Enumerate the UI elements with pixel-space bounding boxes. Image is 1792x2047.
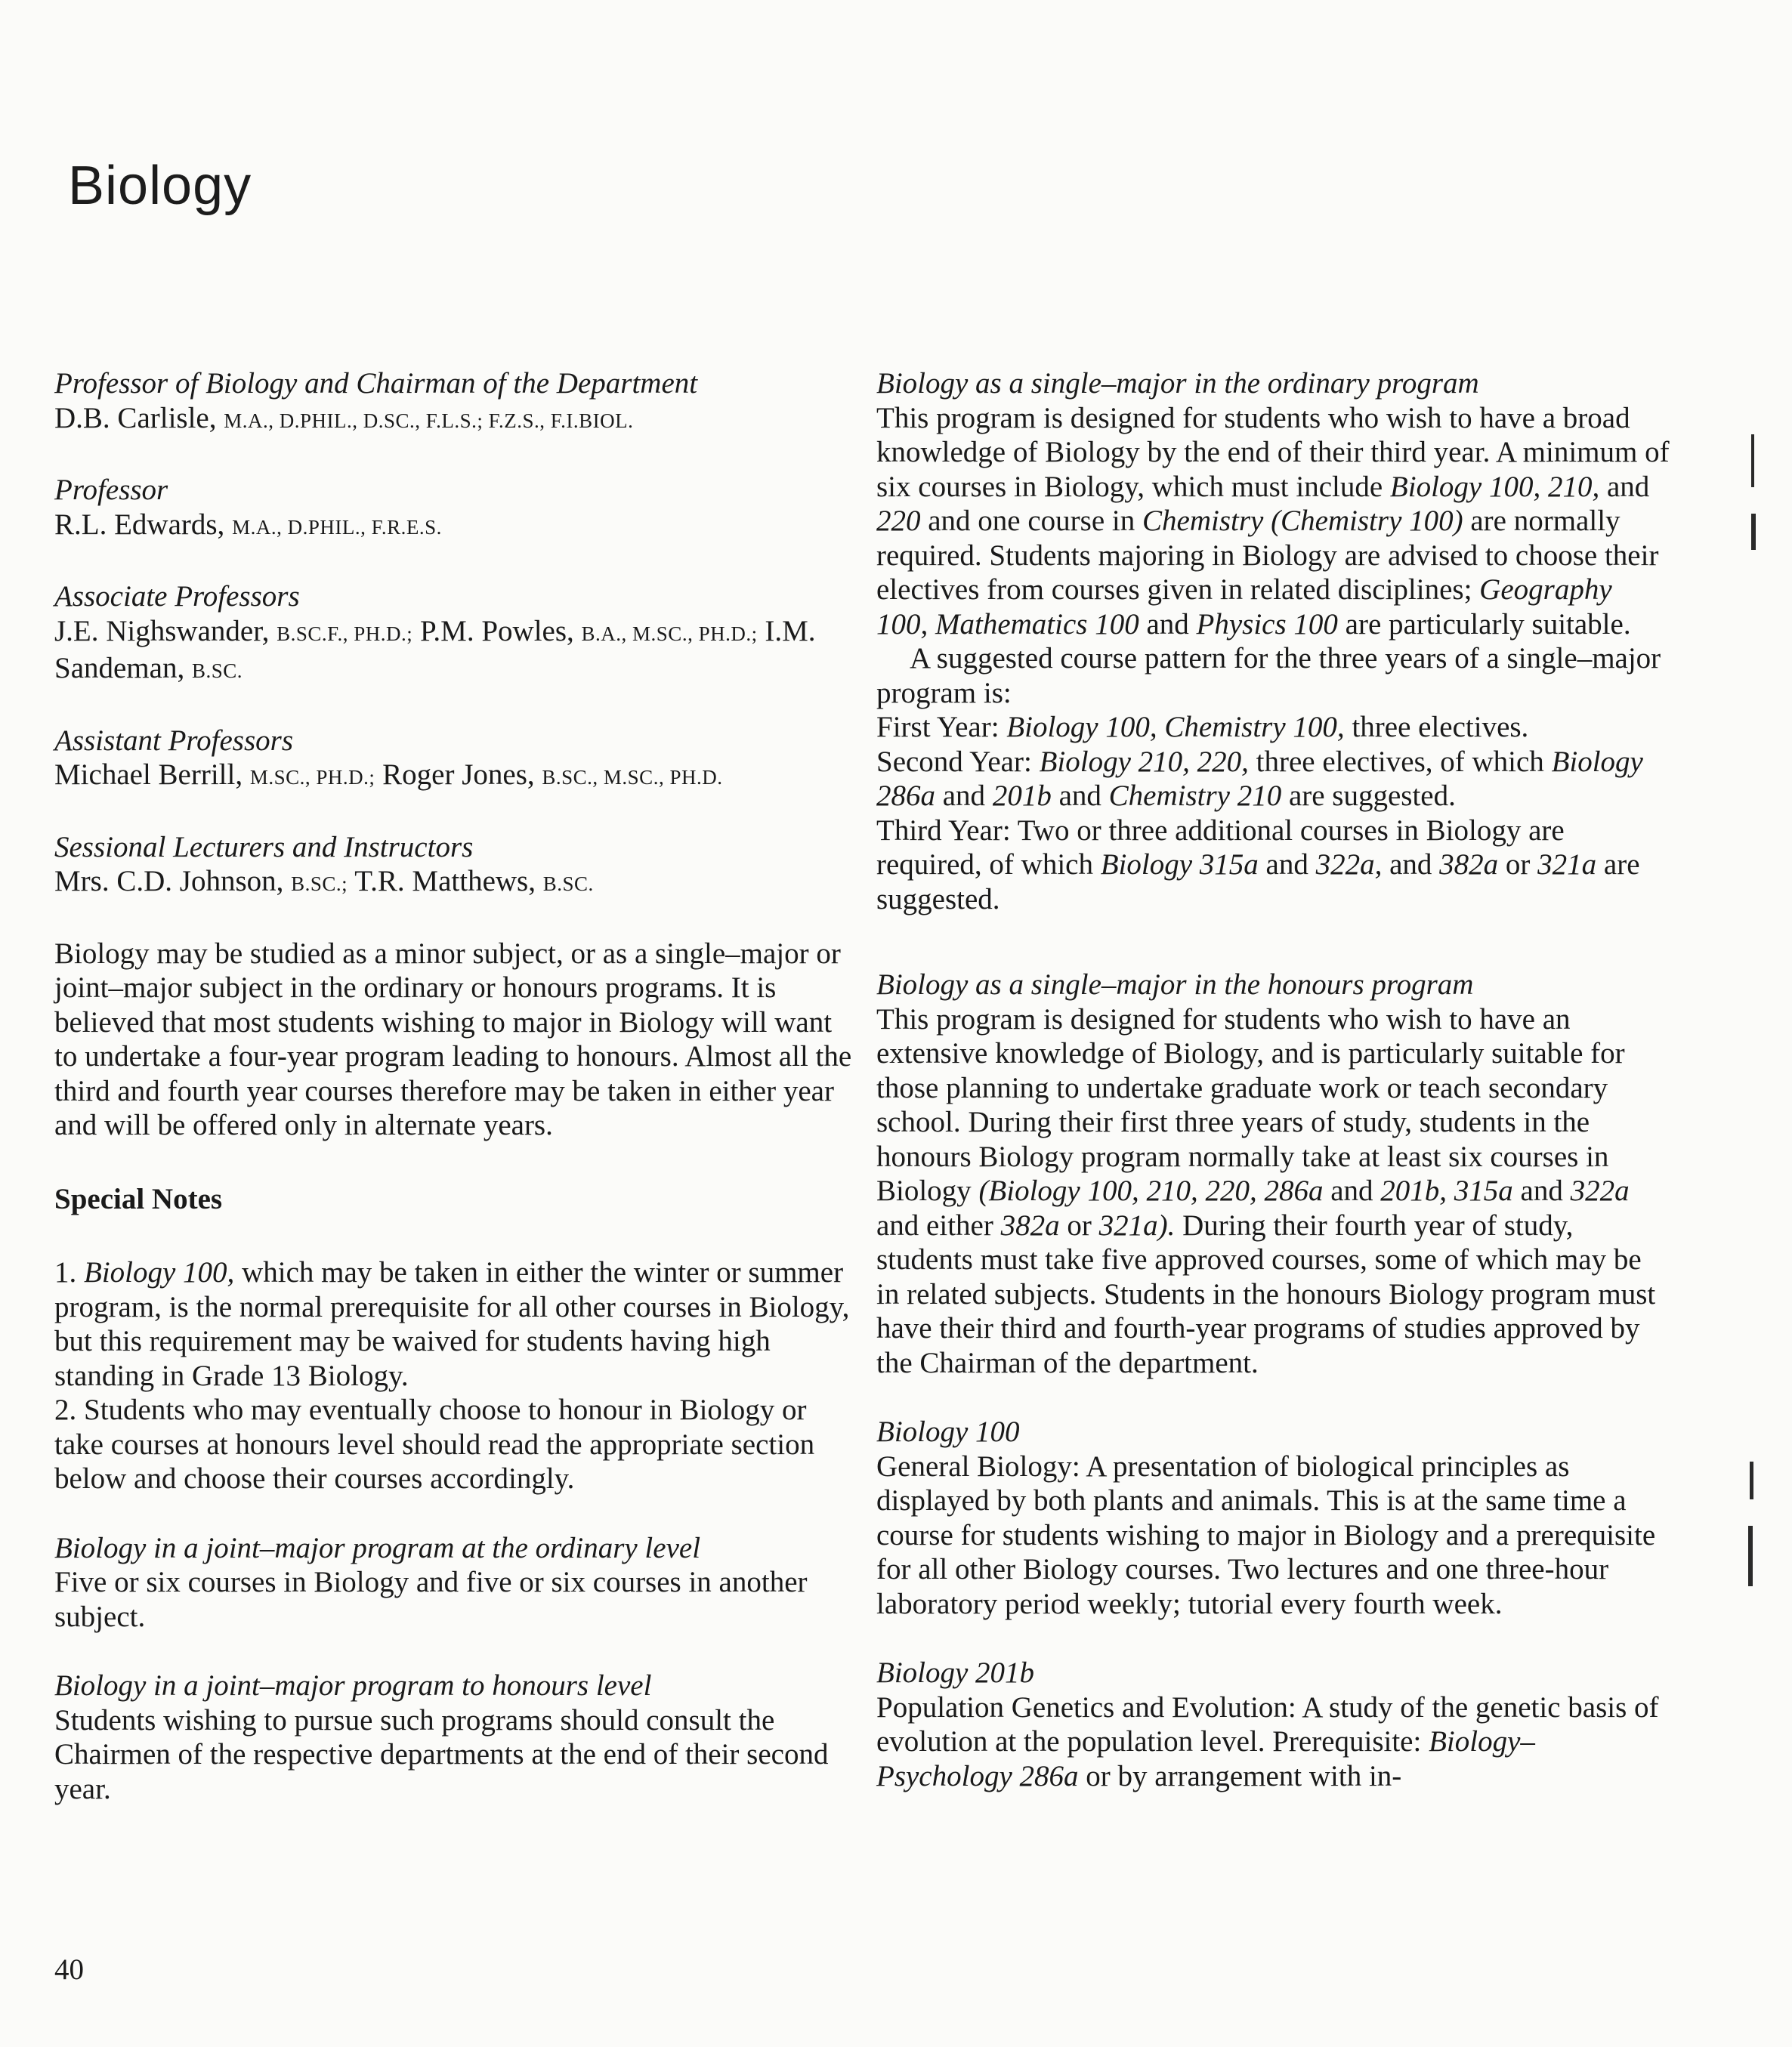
single-ordinary-section [876,366,1670,916]
faculty-role: Professor [54,474,168,506]
faculty-role: Professor of Biology and Chairman of the Department [54,367,698,400]
text-run: and [935,780,993,812]
faculty-name: J.E. Nighswander, [54,614,270,647]
scan-artifact-mark [1751,514,1756,550]
faculty-name: I.M. Sandeman, [54,614,816,684]
faculty-credentials: M.A., D.PHIL., F.R.E.S. [232,515,442,539]
special-notes-heading: Special Notes [54,1182,223,1215]
text-run: or by arrangement with in- [1078,1759,1402,1792]
faculty-role: Assistant Professors [54,724,294,757]
note-number: 1. [54,1256,77,1289]
text-run: Second Year: [876,745,1040,778]
faculty-name: Michael Berrill, [54,758,243,791]
text-run: or [1498,848,1538,881]
course-reference: 321a [1537,848,1597,881]
biology-201b-section [876,1656,1670,1793]
course-reference: 220 [876,505,921,537]
faculty-people [54,508,855,545]
first-year-pattern [876,710,1670,745]
text-run: are suggested. [876,848,1640,915]
text-run: three electives, of which [1248,745,1552,778]
faculty-name: Mrs. C.D. Johnson, [54,865,284,897]
course-reference: Biology 100, 210, [1389,470,1600,503]
text-run: are suggested. [1281,780,1456,812]
faculty-credentials: B.SC. [542,872,594,895]
faculty-name: R.L. Edwards, [54,508,225,541]
left-column [54,366,855,1806]
right-column [876,366,1670,1793]
faculty-role: Sessional Lecturers and Instructors [54,830,474,863]
text-run: During their fourth year of study, students must take five approved courses, some of which may be in related subjects. Students in the honours Biology program must have their third and fourth-year programs of studies approved by the Chairman of the department. [876,1209,1656,1379]
text-run: and [1258,848,1316,881]
course-reference: 322a [1570,1175,1630,1207]
course-pattern-intro: A suggested course pattern for the three years of a single–major program is: [876,642,1661,709]
faculty-credentials: B.A., M.SC., PH.D.; [581,622,758,645]
section-heading: Biology in a joint–major program to honours level [54,1669,652,1702]
text-run: and [1382,848,1440,881]
course-reference: Biology 100, Chemistry 100, [1006,711,1345,743]
faculty-name: D.B. Carlisle, [54,401,217,434]
text-run: and [1139,607,1197,641]
single-honours-section [876,968,1670,1380]
text-run: are normally required. Students majoring in Biology are advised to choose their electives from courses given in related disciplines; [876,505,1659,606]
faculty-credentials: B.SC.; [291,872,348,895]
course-reference: Geography 100, Mathematics 100 [876,573,1612,641]
special-note-1 [54,1255,855,1393]
intro-paragraph: Biology may be studied as a minor subject, or as a single–major or joint–major subject in the ordinary or honours programs. It is believed that most students wishing to major in Biology will want to undertake a four-year program leading to honours. Almost all the third and fourth year courses therefore may be taken in either year and will be offered only in alternate years. [54,937,852,1141]
text-run: and one course in [920,505,1142,537]
text-run: and [1512,1175,1571,1207]
page-number: 40 [54,1953,84,1986]
course-heading: Biology 201b [876,1656,1035,1689]
faculty-assistant-professors [54,724,855,795]
faculty-role: Associate Professors [54,580,300,613]
faculty-people [54,614,855,689]
faculty-credentials: B.SC.F., PH.D.; [277,622,413,645]
faculty-credentials: M.A., D.PHIL., D.SC., F.L.S.; F.Z.S., F.I.BIOL. [224,409,634,432]
course-reference: Biology 286a [876,745,1643,812]
section-heading: Biology in a joint–major program at the ordinary level [54,1531,701,1564]
faculty-associate-professors [54,579,855,689]
course-reference: Biology 315a [1100,848,1259,881]
course-reference: 322a, [1315,848,1383,881]
text-run: and [1323,1175,1381,1207]
faculty-list [54,366,855,902]
text-run: This program is designed for students who wish to have a broad knowledge of Biology by the end of their third year. A minimum of six courses in Biology, which must include [876,401,1670,503]
course-reference: 321a). [1098,1209,1176,1242]
faculty-professor [54,473,855,545]
scan-artifact-mark [1751,434,1754,487]
special-notes [54,1255,855,1496]
section-text: Five or six courses in Biology and five or six courses in another subject. [54,1566,808,1633]
section-text [876,1002,1670,1381]
faculty-name: P.M. Powles, [420,614,574,647]
text-run: Third Year: Two or three additional courses in Biology are required, of which [876,814,1565,881]
special-note-2: 2. Students who may eventually choose to honour in Biology or take courses at honours level should read the appropriate section below and choose their courses accordingly. [54,1394,815,1495]
section-heading: Biology as a single–major in the honours program [876,968,1474,1001]
course-description [876,1690,1670,1794]
faculty-chairman [54,366,855,438]
course-reference: 382a [1000,1209,1060,1242]
course-reference: 382a [1439,848,1499,881]
text-run: are particularly suitable. [1337,607,1631,641]
course-reference: Chemistry (Chemistry 100) [1142,505,1463,537]
course-reference: Biology–Psychology 286a [876,1725,1535,1792]
third-year-pattern [876,814,1670,917]
faculty-name: Roger Jones, [382,758,535,791]
second-year-pattern [876,745,1670,814]
scan-artifact-mark [1748,1526,1753,1586]
joint-honours-section [54,1669,855,1806]
biology-100-section [876,1415,1670,1621]
section-heading: Biology as a single–major in the ordinary program [876,367,1479,400]
note-text: which may be taken in either the winter or summer program, is the normal prerequisite for all other courses in Biology, but this requirement may be waived for students having high standing in Grade 13 Biology. [54,1256,850,1392]
faculty-credentials: B.SC. [191,659,243,682]
course-reference: Chemistry 210 [1108,780,1282,812]
faculty-people [54,758,855,795]
text-run: This program is designed for students who wish to have an extensive knowledge of Biology, and is particularly suitable for those planning to undertake graduate work or teach secondary school. During their first three years of study, students in the honours Biology program normally take at least six courses in Biology [876,1002,1625,1207]
faculty-name: T.R. Matthews, [354,865,536,897]
faculty-people [54,864,855,902]
text-run: and [1599,470,1650,503]
joint-ordinary-section [54,1531,855,1635]
text-run: three electives. [1344,711,1529,743]
course-reference: 201b, 315a [1380,1175,1513,1207]
scan-artifact-mark [1750,1462,1753,1499]
course-heading: Biology 100 [876,1416,1020,1448]
course-reference: (Biology 100, 210, 220, 286a [978,1175,1324,1207]
course-reference: 201b [992,780,1052,812]
text-run: First Year: [876,711,1007,743]
faculty-credentials: M.SC., PH.D.; [249,766,375,789]
faculty-credentials: B.SC., M.SC., PH.D. [542,766,723,789]
course-description: General Biology: A presentation of biological principles as displayed by both plants and animals. This is at the same time a course for students wishing to major in Biology and a prerequisite for all other Biology courses. Two lectures and one three-hour laboratory period weekly; tutorial every fourth week. [876,1450,1656,1620]
course-reference: Biology 210, 220, [1039,745,1249,778]
note-course: Biology 100, [84,1256,235,1289]
text-run: Population Genetics and Evolution: A study of the genetic basis of evolution at the population level. Prerequisite: [876,1690,1659,1758]
course-reference: Physics 100 [1196,607,1338,641]
text-run: or [1059,1209,1099,1242]
section-text [876,401,1670,642]
text-run: and either [876,1209,1001,1242]
section-text: Students wishing to pursue such programs should consult the Chairmen of the respective departments at the end of their second year. [54,1703,829,1805]
text-run: and [1051,780,1109,812]
faculty-sessional [54,830,855,902]
faculty-people [54,401,855,439]
page-title: Biology [68,156,252,216]
